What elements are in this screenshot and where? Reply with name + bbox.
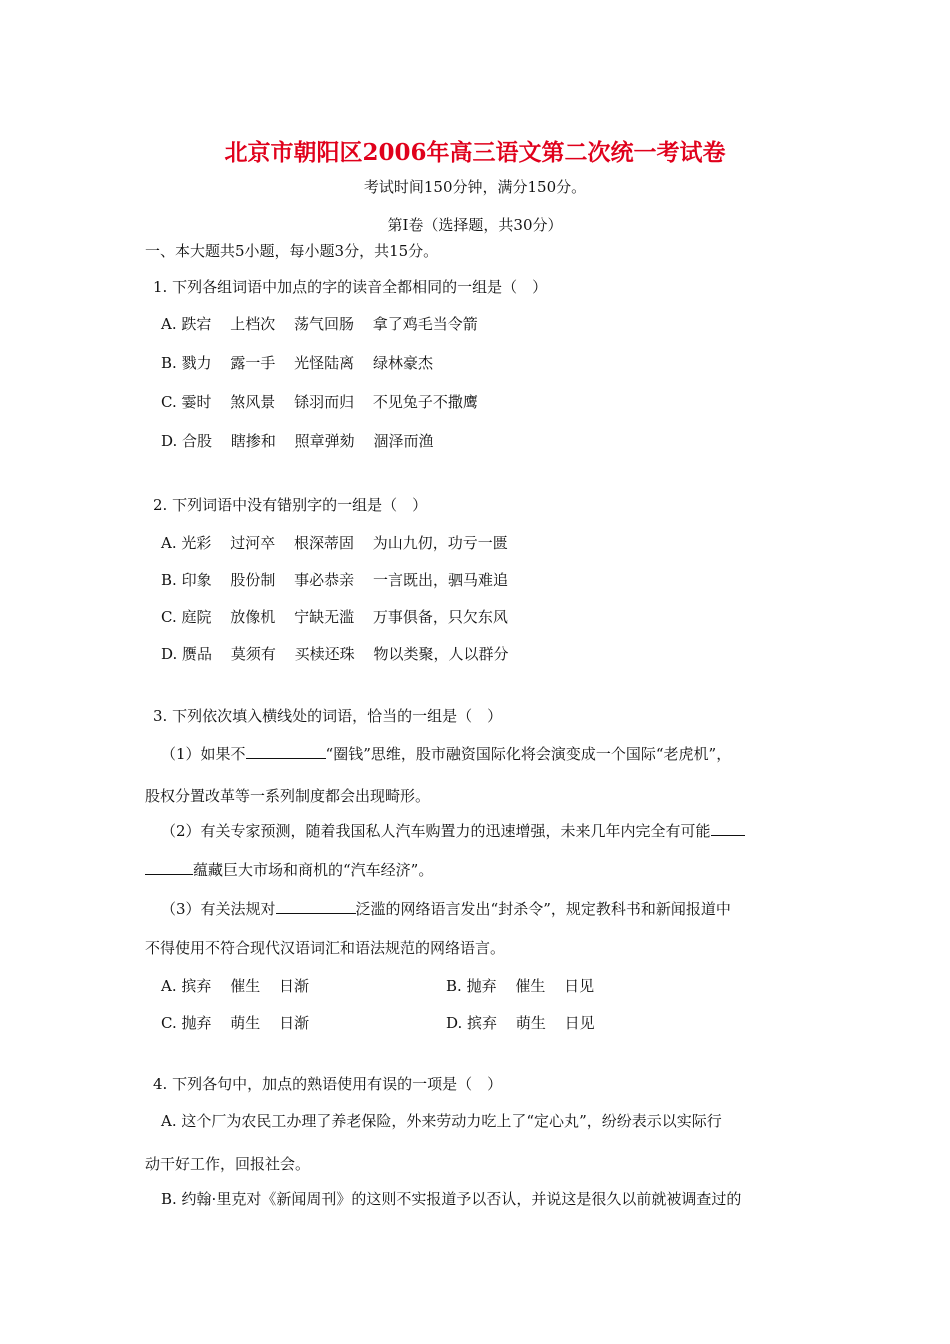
q4-option-a-cont: 动干好工作，回报社会。 xyxy=(145,1155,311,1173)
option-word: 印象 xyxy=(181,571,212,589)
q3-stem: 3. 下列依次填入横线处的词语，恰当的一组是（ ） xyxy=(153,707,503,725)
q3-option-d xyxy=(446,1012,609,1033)
q1-option-c xyxy=(161,391,492,412)
option-word: 莫须有 xyxy=(230,645,276,663)
option-letter: C. xyxy=(161,1014,177,1032)
option-word: 霎时 xyxy=(181,393,212,411)
option-letter: D. xyxy=(161,432,178,450)
exam-info: 考试时间150分钟，满分150分。 xyxy=(363,178,587,196)
option-word: 光彩 xyxy=(181,534,212,552)
q4-stem: 4. 下列各句中，加点的熟语使用有误的一项是（ ） xyxy=(153,1075,503,1093)
option-word: 瞎掺和 xyxy=(230,432,276,450)
option-word: 股份制 xyxy=(230,571,276,589)
q1-option-d xyxy=(161,430,447,451)
q3-sentence-2 xyxy=(161,820,745,841)
option-word-char: 跌宕 xyxy=(181,315,212,333)
q4-option-b: B. 约翰·里克对《新闻周刊》的这则不实报道予以否认，并说这是很久以前就被调查过的 xyxy=(161,1190,742,1208)
q3-sentence-3 xyxy=(161,898,731,919)
option-letter: C. xyxy=(161,393,177,411)
option-word: 戮力 xyxy=(181,354,212,372)
option-word: 事必恭亲 xyxy=(294,571,355,589)
q2-option-d xyxy=(161,643,522,664)
option-word: 摈弃 xyxy=(181,977,212,995)
option-word: 赝品 xyxy=(182,645,213,663)
sentence-text: 泛滥的网络语言发出“封杀令”，规定教科书和新闻报道中 xyxy=(355,900,731,918)
option-word: 绿林豪杰 xyxy=(372,354,433,372)
option-word: 催生 xyxy=(515,977,546,995)
q3-sentence-3-cont: 不得使用不符合现代汉语词汇和语法规范的网络语言。 xyxy=(145,939,506,957)
option-word: 日渐 xyxy=(279,1014,310,1032)
fill-blank xyxy=(246,744,326,759)
option-word: 一言既出，驷马难追 xyxy=(372,571,508,589)
section-intro: 一、本大题共5小题，每小题3分，共15分。 xyxy=(145,242,439,260)
option-word: 涸泽而渔 xyxy=(373,432,434,450)
option-word: 拿了鸡毛当令箭 xyxy=(372,315,478,333)
option-letter: A. xyxy=(161,977,177,995)
option-word: 物以类聚，人以群分 xyxy=(373,645,509,663)
fill-blank xyxy=(145,860,193,875)
option-word: 铩羽而归 xyxy=(294,393,355,411)
option-word: 抛弃 xyxy=(181,1014,212,1032)
option-word: 荡气回肠 xyxy=(293,315,354,333)
sentence-text: “圈钱”思维，股市融资国际化将会演变成一个国际“老虎机”， xyxy=(325,745,732,763)
option-word: 日见 xyxy=(564,1014,595,1032)
q2-stem: 2. 下列词语中没有错别字的一组是（ ） xyxy=(153,496,428,514)
q3-sentence-1-cont: 股权分置改革等一系列制度都会出现畸形。 xyxy=(145,787,431,805)
option-word: 为山九仞，功亏一匮 xyxy=(372,534,508,552)
q4-option-a xyxy=(161,1110,722,1131)
option-word: 庭院 xyxy=(181,608,212,626)
q3-sentence-1 xyxy=(161,743,731,764)
option-word: 日见 xyxy=(564,977,595,995)
q3-option-a xyxy=(161,975,323,996)
option-letter: D. xyxy=(446,1014,463,1032)
option-word: 买椟还珠 xyxy=(294,645,355,663)
option-word: 萌生 xyxy=(515,1014,546,1032)
option-word: 照章弹劾 xyxy=(294,432,355,450)
q3-sentence-2-cont xyxy=(145,859,433,880)
volume-header: 第I卷（选择题，共30分） xyxy=(387,216,563,234)
option-word: 催生 xyxy=(230,977,261,995)
option-word: 煞风景 xyxy=(230,393,276,411)
option-word xyxy=(181,313,211,334)
option-word: 放像机 xyxy=(230,608,276,626)
option-letter: B. xyxy=(446,977,462,995)
q1-option-a xyxy=(161,313,492,334)
option-word: 摈弃 xyxy=(467,1014,498,1032)
option-letter: B. xyxy=(161,571,177,589)
option-letter: A. xyxy=(161,315,177,333)
fill-blank xyxy=(276,899,356,914)
sentence-text: （3）有关法规对 xyxy=(161,900,276,918)
option-word: 不见兔子不撒鹰 xyxy=(372,393,478,411)
sentence-text: 蕴藏巨大市场和商机的“汽车经济”。 xyxy=(193,861,434,879)
option-letter: A. xyxy=(161,534,177,552)
q2-option-c xyxy=(161,606,522,627)
q3-option-b xyxy=(446,975,608,996)
sentence-text: （1）如果不 xyxy=(161,745,246,763)
option-word: 宁缺无滥 xyxy=(294,608,355,626)
option-word: 过河卒 xyxy=(230,534,276,552)
fill-blank xyxy=(711,821,745,836)
sentence-text: ”，纷纷表示以实际行 xyxy=(579,1112,722,1130)
option-word: 抛弃 xyxy=(466,977,497,995)
dotted-idiom: 定心丸 xyxy=(534,1112,580,1130)
q1-stem: 1. 下列各组词语中加点的字的读音全都相同的一组是（ ） xyxy=(153,278,548,296)
q3-option-c xyxy=(161,1012,323,1033)
q2-option-a xyxy=(161,532,522,553)
option-word: 万事俱备，只欠东风 xyxy=(372,608,508,626)
option-word: 露一手 xyxy=(230,354,276,372)
option-word: 光怪陆离 xyxy=(294,354,355,372)
option-word: 合股 xyxy=(182,432,213,450)
option-letter: C. xyxy=(161,608,177,626)
option-word: 根深蒂固 xyxy=(293,534,354,552)
sentence-text: （2）有关专家预测，随着我国私人汽车购置力的迅速增强，未来几年内完全有可能 xyxy=(161,822,711,840)
option-word: 萌生 xyxy=(230,1014,261,1032)
option-letter: D. xyxy=(161,645,178,663)
option-word: 日渐 xyxy=(278,977,309,995)
exam-title: 北京市朝阳区2006年高三语文第二次统一考试卷 xyxy=(224,139,726,166)
option-word: 上档次 xyxy=(230,315,276,333)
option-letter: B. xyxy=(161,354,177,372)
q2-option-b xyxy=(161,569,522,590)
sentence-text: A. 这个厂为农民工办理了养老保险，外来劳动力吃上了“ xyxy=(161,1112,535,1130)
q1-option-b xyxy=(161,352,447,373)
